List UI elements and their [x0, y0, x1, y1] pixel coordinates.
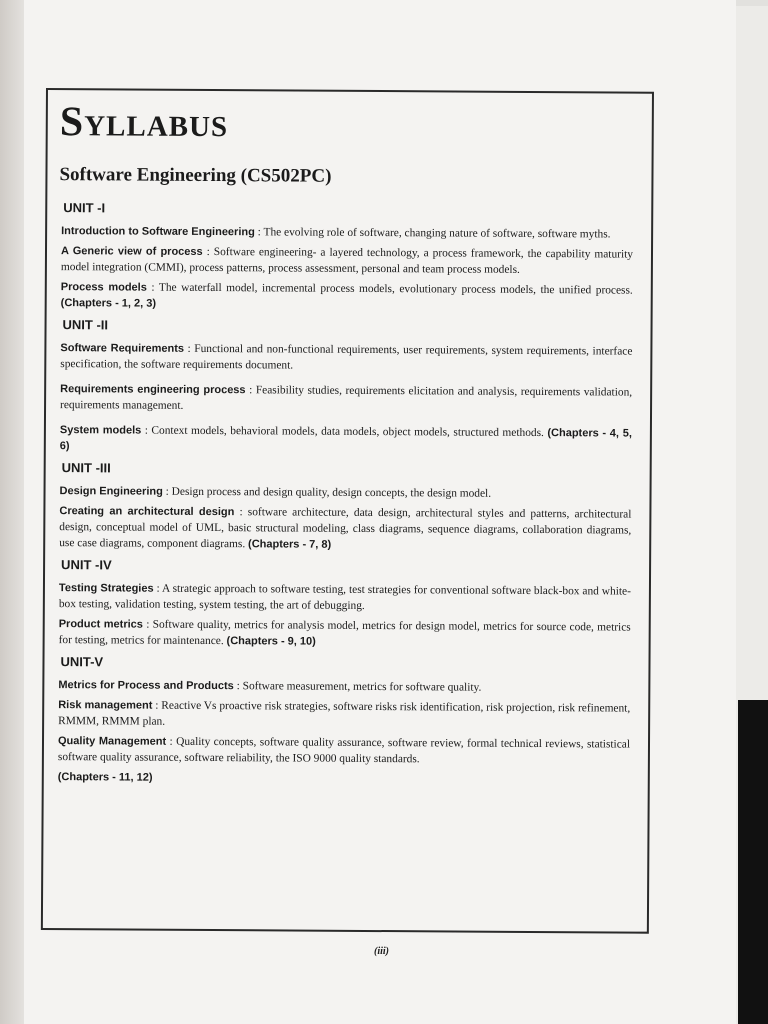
topic-paragraph [58, 733, 630, 768]
topic-paragraph [60, 340, 632, 375]
topic-paragraph [59, 503, 631, 554]
chapters-ref: (Chapters - 7, 8) [248, 538, 332, 551]
topic-paragraph [61, 279, 633, 314]
topic-text: : A strategic approach to software testing, test strategies for conventional software black-box and white-box testing, validation testing, system testing, the art of debugging. [58, 582, 631, 612]
topic-term: A Generic view of process [60, 245, 203, 258]
unit-title: UNIT -III [61, 460, 111, 476]
topic-term: Quality Management [57, 735, 167, 748]
topic-text: : Feasibility studies, requirements elicitation and analysis, requirements validation, requirements management. [60, 384, 633, 412]
topic-term: Design Engineering [59, 485, 163, 498]
page-heading: Syllabus [59, 99, 229, 147]
page-edge-dark [738, 700, 768, 1024]
topic-text: : Functional and non-functional requirements, user requirements, system requirements, interface specification, the software requirements document. [60, 342, 633, 372]
page-number: (iii) [374, 946, 389, 957]
topic-paragraph [60, 422, 632, 457]
chapters-ref: (Chapters - 11, 12) [57, 771, 153, 784]
chapters-ref: (Chapters - 1, 2, 3) [60, 297, 157, 310]
topic-term: Product metrics [58, 618, 143, 631]
topic-text: : Software measurement, metrics for software quality. [233, 680, 482, 694]
topic-paragraph [59, 483, 631, 502]
topic-term: Process models [60, 281, 147, 294]
topic-text: : The waterfall model, incremental process models, evolutionary process models, the unified process. [146, 281, 633, 297]
unit-title: UNIT -IV [61, 557, 112, 573]
topic-term: Testing Strategies [58, 582, 154, 595]
unit-title: UNIT -II [62, 317, 109, 333]
topic-text: : Context models, behavioral models, data models, object models, structured methods. [141, 424, 548, 440]
topic-text: : Software quality, metrics for analysis model, metrics for design model, metrics for source code, metrics for testing, metrics for maintenance. [58, 618, 631, 648]
topic-term: System models [59, 424, 142, 437]
unit-title: UNIT-V [60, 654, 104, 670]
topic-text: : Software engineering- a layered technology, a process framework, the capability maturity model integration (CMMI), process patterns, process assessment, personal and team process models. [60, 245, 634, 276]
topic-text: : Reactive Vs proactive risk strategies, software risks risk identification, risk projection, risk refinement, RMMM, RMMM plan. [58, 699, 631, 728]
topic-text: : The evolving role of software, changing nature of software, software myths. [254, 226, 611, 241]
unit-title: UNIT -I [63, 200, 106, 216]
topic-text: : software architecture, data design, architectural styles and patterns, architectural design, conceptual model of UML, basic structural modeling, class diagrams, sequence diagrams, collaboration diagrams, use case diagrams, component diagrams. [59, 506, 632, 551]
subject-title: Software Engineering (CS502PC) [59, 164, 332, 187]
topic-text: : Design process and design quality, design concepts, the design model. [162, 485, 492, 500]
topic-text: : Quality concepts, software quality assurance, software review, formal technical reviews, statistical software quality assurance, software reliability, the ISO 9000 quality standards. [57, 735, 631, 766]
topic-term: Metrics for Process and Products [58, 679, 234, 693]
chapters-ref: (Chapters - 9, 10) [226, 635, 316, 648]
topic-term: Software Requirements [60, 342, 185, 355]
chapters-ref: (Chapters - 4, 5, 6) [59, 427, 632, 453]
topic-paragraph [59, 616, 631, 651]
topic-term: Creating an architectural design [59, 505, 235, 519]
topic-paragraph [59, 580, 631, 615]
topic-paragraph [58, 677, 630, 696]
topic-paragraph [58, 769, 630, 788]
syllabus-content [58, 194, 634, 792]
topic-paragraph [61, 223, 633, 242]
topic-term: Risk management [58, 699, 153, 712]
topic-term: Requirements engineering process [60, 383, 246, 397]
syllabus-frame [41, 88, 654, 934]
topic-term: Introduction to Software Engineering [61, 225, 255, 239]
topic-paragraph [60, 381, 632, 416]
topic-paragraph [61, 243, 633, 278]
topic-paragraph [58, 697, 630, 732]
